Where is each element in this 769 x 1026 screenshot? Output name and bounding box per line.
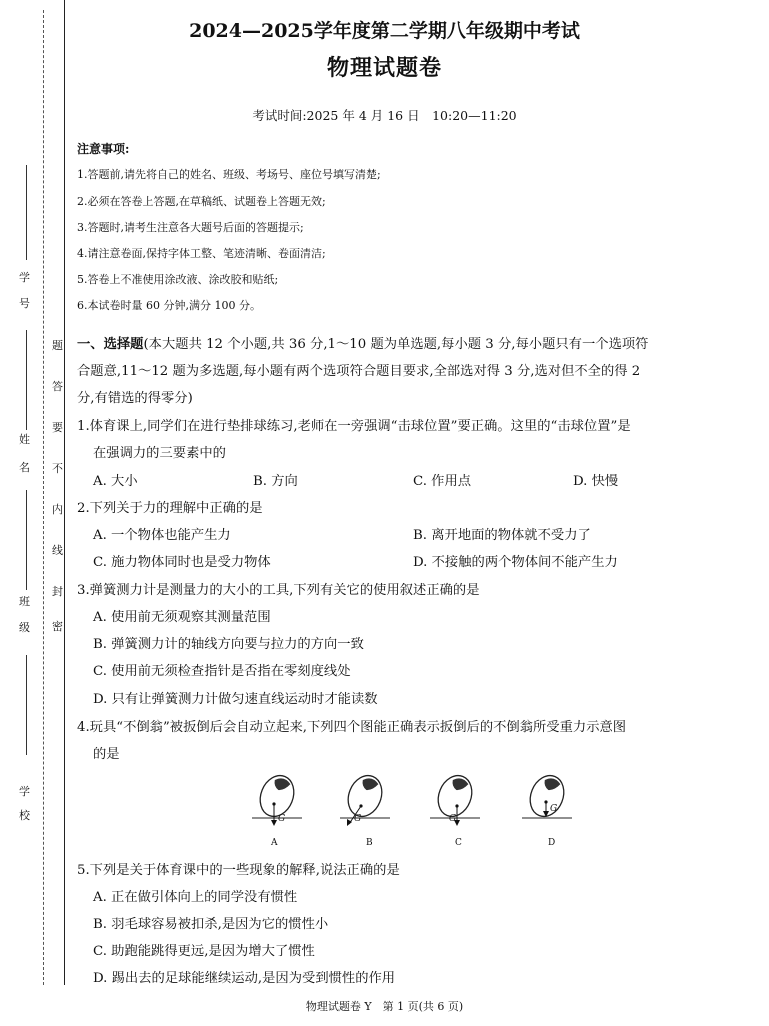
seal-char: 题 <box>52 339 63 352</box>
section-heading: 一、选择题 <box>77 337 144 352</box>
notice-item: 4.请注意卷面,保持字体工整、笔迹清晰、卷面清洁; <box>77 247 326 260</box>
seal-char: 不 <box>52 462 63 475</box>
question-5-stem: 5.下列是关于体育课中的一些现象的解释,说法正确的是 <box>77 863 400 878</box>
seal-char: 要 <box>52 421 63 434</box>
force-label: G <box>550 804 558 814</box>
seal-char: 内 <box>52 503 63 516</box>
arrow-head <box>271 820 277 826</box>
force-label: G <box>354 814 362 824</box>
class-blank[interactable] <box>26 490 27 590</box>
q3-option-b[interactable]: B. 弹簧测力计的轴线方向要与拉力的方向一致 <box>93 637 364 652</box>
q5-option-a[interactable]: A. 正在做引体向上的同学没有惯性 <box>93 890 298 905</box>
section-instructions <box>77 333 648 352</box>
margin-line <box>64 0 65 985</box>
q3-option-c[interactable]: C. 使用前无须检查指针是否指在零刻度线处 <box>93 664 351 679</box>
notice-item: 5.答卷上不准使用涂改液、涂改胶和贴纸; <box>77 273 279 286</box>
student-id-label: 学 <box>19 271 30 284</box>
q1-option-d[interactable]: D. 快慢 <box>573 474 619 489</box>
question-1-stem: 1.体育课上,同学们在进行垫排球练习,老师在一旁强调“击球位置”要正确。这里的“击球位置”是 <box>77 419 631 434</box>
tumbler-figure-a[interactable] <box>252 766 302 828</box>
notice-heading: 注意事项: <box>77 142 130 156</box>
figure-label-d: D <box>548 838 556 848</box>
class-label: 级 <box>19 621 30 634</box>
q5-option-d[interactable]: D. 踢出去的足球能继续运动,是因为受到惯性的作用 <box>93 971 396 986</box>
tumbler-body <box>342 771 387 822</box>
seal-dashed-line <box>43 10 44 985</box>
class-label: 班 <box>19 595 30 608</box>
question-4-stem-cont: 的是 <box>93 747 120 762</box>
tumbler-figure-b[interactable] <box>340 766 390 828</box>
question-3-stem: 3.弹簧测力计是测量力的大小的工具,下列有关它的使用叙述正确的是 <box>77 583 480 598</box>
tumbler-figure-c[interactable] <box>430 766 480 828</box>
section-rule-text: (本大题共 12 个小题,共 36 分,1～10 题为单选题,每小题 3 分,每小题只有一个选项符 <box>143 337 649 352</box>
name-blank[interactable] <box>26 330 27 430</box>
figure-label-b: B <box>366 838 373 848</box>
q2-option-c[interactable]: C. 施力物体同时也是受力物体 <box>93 555 271 570</box>
section-rule-text: 合题意,11～12 题为多选题,每小题有两个选项符合题目要求,全部选对得 3 分,选对但不全的得 2 <box>77 364 641 379</box>
q5-option-b[interactable]: B. 羽毛球容易被扣杀,是因为它的惯性小 <box>93 917 329 932</box>
question-1-stem-cont: 在强调力的三要素中的 <box>93 446 226 461</box>
force-label: G <box>278 814 286 824</box>
q1-option-c[interactable]: C. 作用点 <box>413 474 472 489</box>
figure-label-c: C <box>455 838 462 848</box>
q2-option-a[interactable]: A. 一个物体也能产生力 <box>93 528 231 543</box>
notice-item: 2.必须在答卷上答题,在草稿纸、试题卷上答题无效; <box>77 195 326 208</box>
tumbler-a-drawing <box>252 766 302 828</box>
figure-label-a: A <box>271 838 278 848</box>
school-blank[interactable] <box>26 655 27 755</box>
student-id-label: 号 <box>19 297 30 310</box>
q2-option-d[interactable]: D. 不接触的两个物体间不能产生力 <box>413 555 618 570</box>
q5-option-c[interactable]: C. 助跑能跳得更远,是因为增大了惯性 <box>93 944 315 959</box>
student-id-blank[interactable] <box>26 165 27 260</box>
exam-time: 考试时间:2025 年 4 月 16 日 10:20—11:20 <box>252 108 517 123</box>
tumbler-figure-d[interactable] <box>522 766 572 828</box>
tumbler-d-drawing <box>522 766 572 828</box>
school-label: 校 <box>19 809 30 822</box>
seal-char: 密 <box>52 620 63 633</box>
q2-option-b[interactable]: B. 离开地面的物体就不受力了 <box>413 528 591 543</box>
school-label: 学 <box>19 785 30 798</box>
q3-option-d[interactable]: D. 只有让弹簧测力计做匀速直线运动时才能读数 <box>93 692 378 707</box>
name-label: 姓 <box>19 433 30 446</box>
paper-subtitle: 物理试题卷 <box>326 55 442 81</box>
tumbler-body <box>254 771 299 822</box>
section-rule-text: 分,有错选的得零分) <box>77 391 193 406</box>
q1-option-a[interactable]: A. 大小 <box>93 474 138 489</box>
page-footer: 物理试题卷 Y 第 1 页(共 6 页) <box>305 1000 464 1013</box>
question-2-stem: 2.下列关于力的理解中正确的是 <box>77 501 263 516</box>
question-4-stem: 4.玩具“不倒翁”被扳倒后会自动立起来,下列四个图能正确表示扳倒后的不倒翁所受重力示意图 <box>77 720 627 735</box>
notice-item: 3.答题时,请考生注意各大题号后面的答题提示; <box>77 221 304 234</box>
notice-item: 6.本试卷时量 60 分钟,满分 100 分。 <box>77 299 261 312</box>
q3-option-a[interactable]: A. 使用前无须观察其测量范围 <box>93 610 271 625</box>
force-label: G <box>449 814 457 824</box>
name-label: 名 <box>19 461 30 474</box>
exam-title: 2024—2025学年度第二学期八年级期中考试 <box>189 20 580 42</box>
q1-option-b[interactable]: B. 方向 <box>253 474 298 489</box>
seal-char: 答 <box>52 380 63 393</box>
seal-char: 线 <box>52 544 63 557</box>
tumbler-b-drawing <box>340 766 390 828</box>
seal-char: 封 <box>52 585 63 598</box>
notice-item: 1.答题前,请先将自己的姓名、班级、考场号、座位号填写清楚; <box>77 168 381 181</box>
